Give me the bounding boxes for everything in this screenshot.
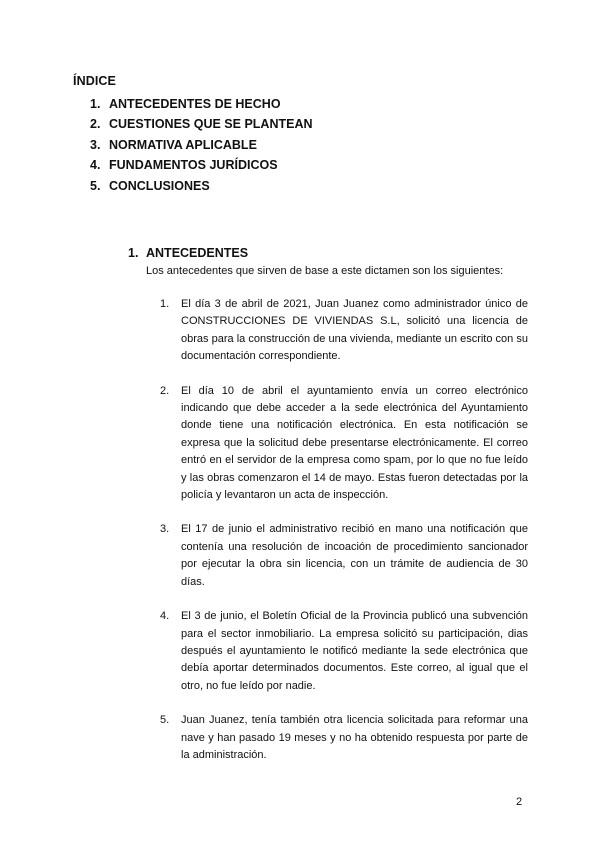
antecedent-text: El día 3 de abril de 2021, Juan Juanez como administrador único de CONSTRUCCIONES DE VIVIENDAS S.L, solicitó una licencia de obras para la construcción de una vivienda, mediante un escrito con su documentación correspondiente.	[181, 298, 528, 363]
index-item-number: 5.	[90, 178, 101, 193]
antecedent-item	[160, 296, 528, 366]
index-item-label: NORMATIVA APLICABLE	[109, 137, 257, 152]
antecedent-number: 2.	[160, 384, 170, 397]
antecedent-item	[160, 521, 528, 591]
index-item-number: 4.	[90, 158, 101, 173]
index-item-label: FUNDAMENTOS JURÍDICOS	[109, 158, 278, 173]
antecedent-number: 4.	[160, 610, 170, 623]
section-intro: Los antecedentes que sirven de base a este dictamen son los siguientes:	[146, 265, 504, 277]
index-item-number: 3.	[90, 137, 101, 152]
index-item	[90, 155, 313, 175]
antecedent-number: 3.	[160, 523, 170, 536]
antecedent-item	[160, 383, 528, 505]
antecedent-text: El día 10 de abril el ayuntamiento envía un correo electrónico indicando que debe acceder a la sede electrónica del Ayuntamiento donde tiene una notificación electrónica. En esta notificación se expresa que la solicitud debe presentarse electrónicamente. El correo entró en el servidor de la empresa como spam, por lo que no fue leído y las obras comenzaron el 14 de mayo. Estas fueron detectadas por la policía y levantaron un acta de inspección.	[181, 384, 528, 502]
antecedent-item	[160, 712, 528, 764]
index-item-label: ANTECEDENTES DE HECHO	[109, 97, 281, 111]
antecedent-text: Juan Juanez, tenía también otra licencia solicitada para reformar una nave y han pasado 19 meses y no ha obtenido respuesta por parte de la administración.	[181, 714, 528, 761]
antecedents-list	[160, 296, 528, 781]
index-item	[90, 135, 313, 155]
index-item	[90, 94, 313, 114]
antecedent-text: El 3 de junio, el Boletín Oficial de la Provincia publicó una subvención para el sector inmobiliario. La empresa solicitó su participación, dias después el ayuntamiento le notificó mediante la sede electrónica que debía aportar determinados documentos. Este correo, al igual que el otro, no fue leído por nadie.	[181, 610, 528, 692]
page-number: 2	[516, 796, 523, 808]
index-item	[90, 176, 313, 196]
index-item-number: 2.	[90, 117, 101, 132]
antecedent-text: El 17 de junio el administrativo recibió en mano una notificación que contenía una resolución de incoación de procedimiento sancionador por ejecutar la obra sin licencia, con un trámite de audiencia de 30 días.	[181, 523, 528, 588]
index-list	[90, 94, 313, 196]
antecedent-number: 5.	[160, 714, 170, 727]
index-item-number: 1.	[90, 97, 101, 111]
index-item-label: CUESTIONES QUE SE PLANTEAN	[109, 117, 313, 132]
antecedent-item	[160, 608, 528, 695]
index-item	[90, 114, 313, 134]
section-number: 1.	[128, 246, 139, 260]
index-title: ÍNDICE	[73, 74, 116, 88]
section-title: ANTECEDENTES	[146, 246, 249, 260]
antecedent-number: 1.	[160, 298, 170, 310]
index-item-label: CONCLUSIONES	[109, 178, 210, 193]
section-heading	[128, 246, 248, 260]
